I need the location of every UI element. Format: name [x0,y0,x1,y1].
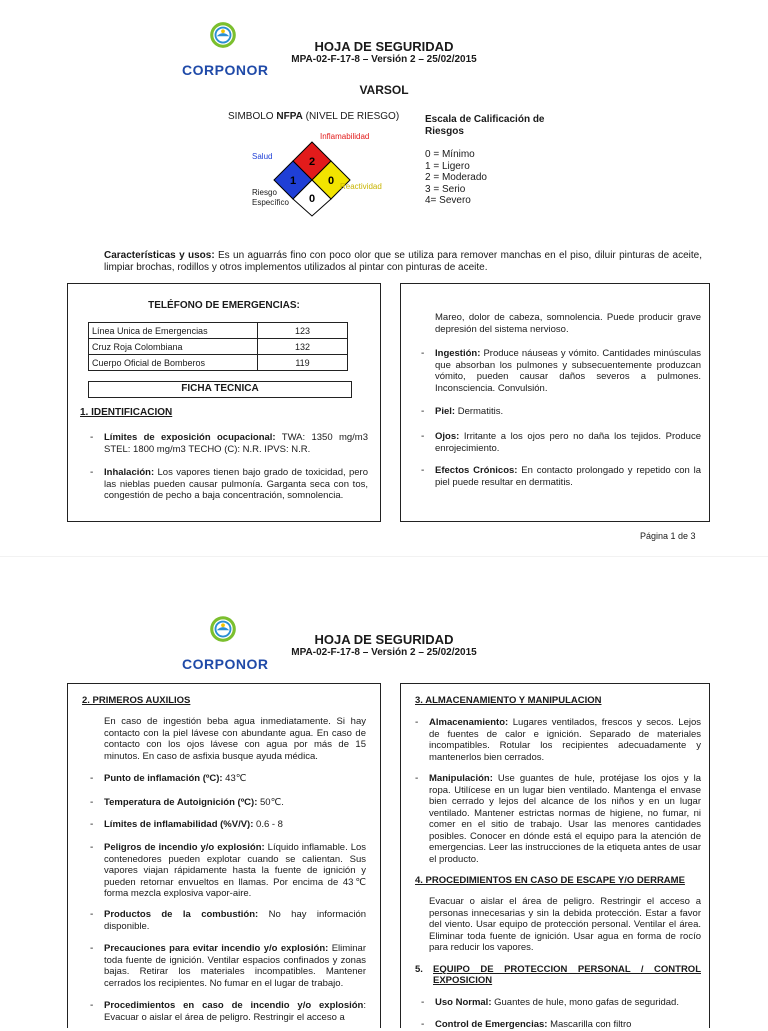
first-aid-heading: 2. PRIMEROS AUXILIOS [82,695,191,706]
ingestion-label: Ingestión: [435,348,481,359]
corponor-emblem-icon [198,612,248,656]
autoignition-value: 50℃. [257,797,284,808]
flash-point-text [104,773,366,785]
first-aid-panel [67,683,381,1028]
list-item [421,1019,701,1031]
dash-bullet-icon: - [421,431,425,442]
exposure-limits-label: Límites de exposición ocupacional: [104,432,276,443]
dash-bullet-icon: - [90,909,94,920]
fire-precautions-label: Precauciones para evitar incendio y/o explosión: [104,943,329,954]
fire-hazards-label: Peligros de incendio y/o explosión: [104,842,265,853]
emergency-phone-table [88,322,348,371]
normal-use-label: Uso Normal: [435,997,492,1008]
list-item [90,773,366,785]
list-item [421,406,701,418]
flash-point-value: 43℃ [222,773,247,784]
combustion-products-value: No hay información disponible. [104,909,367,932]
nfpa-label-health: Salud [252,152,273,161]
spill-heading: 4. PROCEDIMIENTOS EN CASO DE ESCAPE Y/O DERRAME [415,875,685,886]
fire-hazards-text [104,842,366,900]
risk-scale-title-2: Riesgos [425,126,464,137]
fire-procedures-text [104,1000,366,1023]
chronic-effects-text [435,465,701,488]
dash-bullet-icon: - [90,1000,94,1011]
storage-label: Almacenamiento: [429,717,509,728]
storage-heading: 3. ALMACENAMIENTO Y MANIPULACION [415,695,602,706]
document-title: HOJA DE SEGURIDAD [314,39,454,54]
handling-label: Manipulación: [429,773,493,784]
nfpa-caption-bold: NFPA [276,111,303,122]
dash-bullet-icon: - [415,717,419,728]
exposure-limits-text [104,432,368,455]
table-row [89,323,348,339]
handling-text [429,773,701,865]
emergency-phone-title: TELÉFONO DE EMERGENCIAS: [148,300,300,311]
skin-text [435,406,701,418]
storage-panel [400,683,710,1028]
fire-precautions-value: Eliminar toda fuente de ignición. Ventilar espacios confinados y zonas bajas. Retirar los materiales incompatibles. Mantener cerrados los recipientes. No fumar en el lugar de trabajo. [104,943,367,989]
first-aid-text: En caso de ingestión beba agua inmediatamente. Si hay contacto con la piel lávese con abundante agua. En caso de contacto con los ojos lávese con agua por más de 15 minutos. En caso de asfixia busque ayuda médica. [104,716,366,762]
technical-sheet-heading: FICHA TECNICA [88,381,352,398]
dash-bullet-icon: - [415,773,419,784]
phone-name: Cruz Roja Colombiana [89,339,258,355]
dash-bullet-icon: - [90,467,94,478]
nfpa-label-reactivity: Reactividad [340,182,382,191]
dash-bullet-icon: - [90,432,94,443]
dash-bullet-icon: - [421,406,425,417]
nfpa-caption-pre: SIMBOLO [228,111,277,122]
skin-value: Dermatitis. [455,406,504,417]
document-code: MPA-02-F-17-8 – Versión 2 – 25/02/2015 [291,54,477,65]
nfpa-caption [228,111,399,122]
dash-bullet-icon: - [90,773,94,784]
list-item [90,819,366,831]
emergency-control-value: Mascarilla con filtro [547,1019,632,1030]
dash-bullet-icon: - [421,465,425,476]
emergency-control-label: Control de Emergencias: [435,1019,548,1030]
nfpa-value-flammability: 2 [308,156,316,168]
chronic-effects-value: En contacto prolongado y repetido con la piel puede resultar en dermatitis. [435,465,701,488]
risk-scale [425,114,565,207]
ppe-heading [415,964,701,986]
risk-scale-item: 3 = Serio [425,183,466,195]
fire-precautions-text [104,943,366,989]
autoignition-label: Temperatura de Autoignición (ºC): [104,797,258,808]
ingestion-text [435,348,701,394]
characteristics-paragraph [104,250,702,274]
ingestion-value: Produce náuseas y vómito. Cantidades minúsculas que absorban los pulmones y subsecuentemente produzcan vómito, pueden causar daños severos a pulmones. Inconsciencia. Convulsión. [435,348,701,394]
fire-procedures-value: : Evacuar o aislar el área de peligro. Restringir el acceso a [104,1000,366,1023]
dash-bullet-icon: - [421,997,425,1008]
list-item [90,943,366,989]
nfpa-label-especifico: Específico [252,198,289,207]
corponor-logo-text: CORPONOR [182,62,269,78]
dash-bullet-icon: - [421,1019,425,1030]
ppe-heading-number: 5. [415,964,423,975]
fire-procedures-label: Procedimientos en caso de incendio y/o explosión [104,1000,364,1011]
list-item [90,432,368,455]
handling-value: Use guantes de hule, protéjase los ojos y la ropa. Utilícese en un lugar bien ventilado. Mantenga el envase bien cerrado y lejos del alcance de los niños y en un lugar ventilado. Mantener estrictas normas de higiene, no fumar, ni comer en el sitio de trabajo. Usar las menores cantidades posibles. Conocer en dónde está el equipo para la atención de emergencias. Leer las instrucciones de la etiqueta antes de usar el producto. [429,773,701,865]
inhalation-value: Los vapores tienen bajo grado de toxicidad, pero las nieblas pueden causar pulmonía. Garganta seca con tos, congestión de pecho a baja concentración, somnolencia. [104,467,368,501]
list-item [90,467,368,502]
nfpa-label-specific [252,188,289,208]
risk-scale-item: 1 = Ligero [425,160,470,172]
list-item [90,1000,366,1023]
phone-number: 119 [258,355,348,371]
normal-use-value: Guantes de hule, mono gafas de seguridad. [491,997,679,1008]
page-divider [0,556,768,557]
effects-intro: Mareo, dolor de cabeza, somnolencia. Puede producir grave depresión del sistema nervioso. [435,312,701,335]
characteristics-label: Características y usos: [104,250,215,261]
list-item [421,431,701,454]
list-item [90,842,366,900]
nfpa-value-specific: 0 [308,193,316,205]
nfpa-label-riesgo: Riesgo [252,188,277,197]
spill-text: Evacuar o aislar el área de peligro. Restringir el acceso a personas innecesarias y sin la debida protección. Estar a favor del viento. Usar equipo de protección personal. Ventilar el área. Eliminar toda fuente de ignición. Usar agua en forma de rocío para reducir los vapores. [429,896,701,953]
list-item [421,997,701,1009]
effects-panel [400,283,710,522]
dash-bullet-icon: - [421,348,425,359]
dash-bullet-icon: - [90,819,94,830]
document-title: HOJA DE SEGURIDAD [314,632,454,647]
phone-name: Cuerpo Oficial de Bomberos [89,355,258,371]
combustion-products-label: Productos de la combustión: [104,909,259,920]
combustion-products-text [104,909,366,932]
eyes-value: Irritante a los ojos pero no daña los tejidos. Produce enrojecimiento. [435,431,701,454]
dash-bullet-icon: - [90,842,94,853]
nfpa-value-reactivity: 0 [327,175,335,187]
fire-hazards-value: Líquido inflamable. Los contenedores pueden explotar cuando se calientan. Sus vapores viajan rápidamente hasta la fuente de ignición y pueden retornar envueltos en llamas. Por encima de 43℃ forma mezcla explosiva vapor-aire. [104,842,367,899]
storage-value: Lugares ventilados, frescos y secos. Lejos de fuentes de calor e ignición. Separado de materiales incompatibles. Rotular los recipientes adecuadamente y mantenerlos bien cerrados. [429,717,701,763]
inhalation-text [104,467,368,502]
list-item [90,797,366,809]
document-code: MPA-02-F-17-8 – Versión 2 – 25/02/2015 [291,647,477,658]
identification-heading: 1. IDENTIFICACION [80,407,173,418]
risk-scale-title-1: Escala de Calificación de [425,114,545,125]
corponor-logo-text: CORPONOR [182,656,269,672]
list-item [421,348,701,394]
substance-name: VARSOL [359,83,409,97]
table-row [89,339,348,355]
risk-scale-item: 0 = Mínimo [425,149,475,160]
nfpa-value-health: 1 [289,175,297,187]
nfpa-caption-post: (NIVEL DE RIESGO) [302,111,400,122]
dash-bullet-icon: - [90,943,94,954]
flash-point-label: Punto de inflamación (ºC): [104,773,223,784]
normal-use-text [435,997,701,1009]
ppe-heading-text: EQUIPO DE PROTECCION PERSONAL / CONTROL EXPOSICION [433,964,701,986]
chronic-effects-label: Efectos Crónicos: [435,465,518,476]
exposure-limits-value: TWA: 1350 mg/m3 STEL: 1800 mg/m3 TECHO (C): N.R. IPVS: N.R. [104,432,369,455]
page-number: Página 1 de 3 [640,531,696,541]
nfpa-label-flammability: Inflamabilidad [320,132,370,141]
eyes-text [435,431,701,454]
phone-number: 132 [258,339,348,355]
flammability-limits-label: Límites de inflamabilidad (%V/V): [104,819,254,830]
risk-scale-item: 2 = Moderado [425,172,487,183]
corponor-emblem-icon [198,18,248,62]
characteristics-text: Es un aguarrás fino con poco olor que se utiliza para remover manchas en el piso, diluir pinturas de aceite, limpiar brochas, rodillos y otros implementos utilizados al pintar con pinturas de aceite. [104,250,702,273]
list-item [90,909,366,932]
eyes-label: Ojos: [435,431,460,442]
risk-scale-item: 4= Severo [425,195,471,206]
flammability-limits-value: 0.6 - 8 [253,819,283,830]
dash-bullet-icon: - [90,797,94,808]
phone-number: 123 [258,323,348,339]
flammability-limits-text [104,819,366,831]
autoignition-text [104,797,366,809]
list-item [415,773,701,865]
list-item [421,465,701,488]
inhalation-label: Inhalación: [104,467,155,478]
list-item [415,717,701,763]
emergency-panel [67,283,381,522]
emergency-control-text [435,1019,701,1031]
phone-name: Línea Unica de Emergencias [89,323,258,339]
storage-text [429,717,701,763]
skin-label: Piel: [435,406,456,417]
table-row [89,355,348,371]
